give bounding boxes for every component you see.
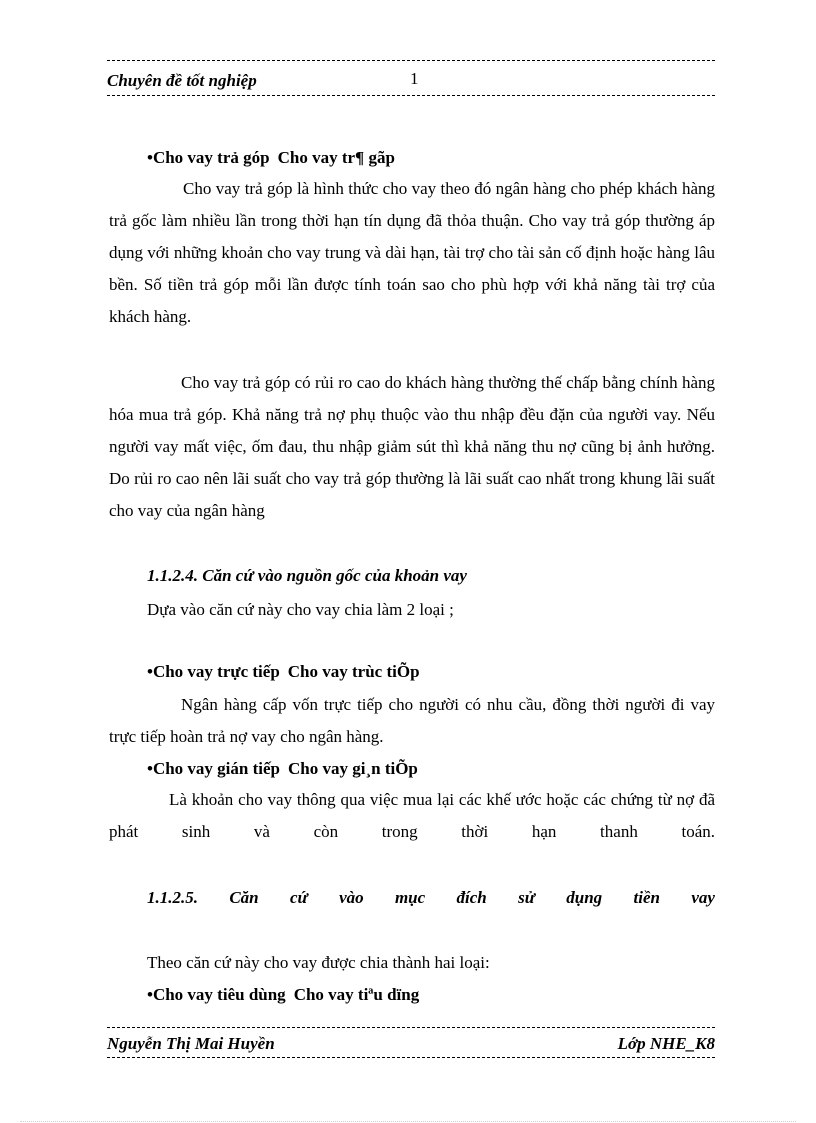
footer-class: Lớp NHE_K8	[617, 1034, 715, 1053]
section-heading-1-1-2-4: 1.1.2.4. Căn cứ vào nguồn gốc của khoản vay	[147, 566, 467, 585]
bullet-label: •Cho vay trực tiếp	[147, 662, 280, 681]
heading-word: cứ	[289, 888, 308, 907]
header-title: Chuyên đề tốt nghiệp	[107, 71, 257, 90]
paragraph-installment-definition: Cho vay trả góp là hình thức cho vay theo đó ngân hàng cho phép khách hàng trả gốc làm nhiều lần trong thời hạn tín dụng đã thỏa thuận. Cho vay trả góp thường áp dụng với những khoản cho vay trung và dài hạn, tài trợ cho tài sản cố định hoặc hàng lâu bền. Số tiền trả góp mỗi lần được tính toán sao cho phù hợp với khả năng tài trợ của khách hàng.	[109, 179, 715, 326]
header-bottom-rule	[107, 95, 715, 96]
section-intro-text: Dựa vào căn cứ này cho vay chia làm 2 loại ;	[147, 600, 454, 619]
section-heading-1-1-2-5	[147, 888, 715, 908]
bullet-installment-loan	[147, 148, 707, 168]
bullet-consumer-loan	[147, 985, 707, 1005]
bullet-indirect-loan	[147, 759, 707, 779]
heading-word: đích	[456, 888, 487, 907]
footer-bottom-rule	[107, 1057, 715, 1058]
footer-author: Nguyễn Thị Mai Huyền	[107, 1034, 275, 1053]
bullet-alt-label: Cho vay tr¶ gãp	[277, 148, 395, 167]
header-top-rule	[107, 60, 715, 61]
bullet-label: •Cho vay trả góp	[147, 148, 270, 167]
paragraph-indirect-loan: Là khoản cho vay thông qua việc mua lại các khế ước hoặc các chứng từ nợ đã phát sinh và còn trong thời hạn thanh toán.	[109, 790, 715, 841]
bullet-direct-loan	[147, 662, 707, 682]
page-bottom-rule	[20, 1121, 796, 1122]
paragraph-direct-loan: Ngân hàng cấp vốn trực tiếp cho người có nhu cầu, đồng thời người đi vay trực tiếp hoàn trả nợ vay cho ngân hàng.	[109, 695, 715, 746]
heading-word: mục	[394, 888, 426, 907]
heading-word: tiền	[633, 888, 660, 907]
bullet-label: •Cho vay gián tiếp	[147, 759, 280, 778]
bullet-alt-label: Cho vay gi¸n tiÕp	[288, 759, 418, 778]
section-intro-text: Theo căn cứ này cho vay được chia thành hai loại:	[147, 953, 490, 972]
heading-word: dụng	[566, 888, 603, 907]
heading-word: sử	[518, 888, 535, 907]
bullet-alt-label: Cho vay trùc tiÕp	[287, 662, 420, 681]
heading-word: vào	[339, 888, 364, 907]
heading-word: Căn	[229, 888, 259, 907]
bullet-label: •Cho vay tiêu dùng	[147, 985, 286, 1004]
paragraph-installment-risk: Cho vay trả góp có rủi ro cao do khách hàng thường thế chấp bằng chính hàng hóa mua trả góp. Khả năng trả nợ phụ thuộc vào thu nhập đều đặn của người vay. Nếu người vay mất việc, ốm đau, thu nhập giảm sút thì khả năng thu nợ cũng bị ảnh hưởng. Do rủi ro cao nên lãi suất cho vay trả góp thường là lãi suất cao nhất trong khung lãi suất cho vay của ngân hàng	[109, 373, 715, 520]
bullet-alt-label: Cho vay tiªu dïng	[293, 985, 420, 1004]
heading-word: vay	[691, 888, 715, 907]
page-number: 1	[410, 69, 419, 88]
footer-top-rule	[107, 1027, 715, 1028]
heading-word: 1.1.2.5.	[147, 888, 198, 907]
